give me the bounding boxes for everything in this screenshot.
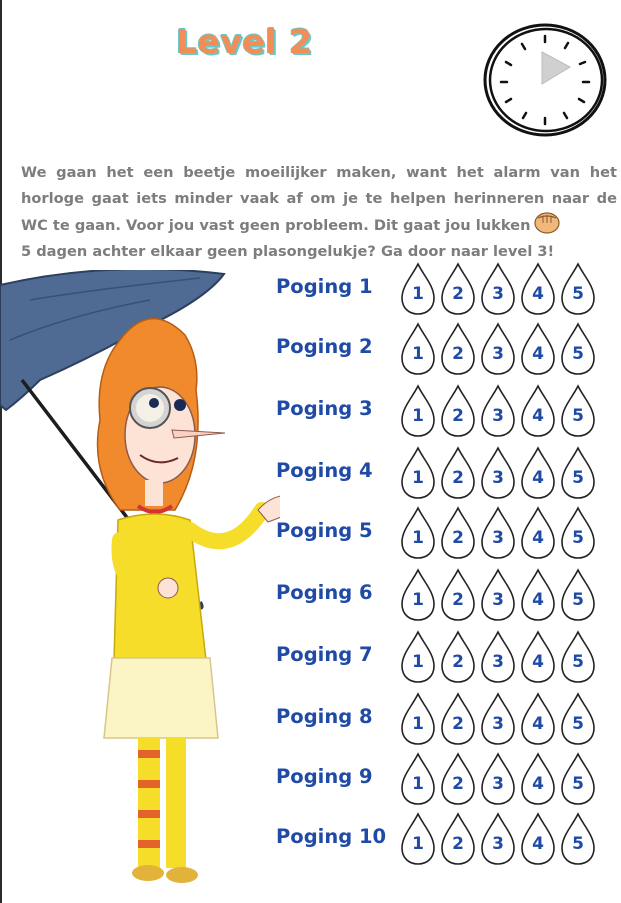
water-drop-checkbox[interactable] [560, 630, 596, 684]
water-drop-checkbox[interactable] [520, 384, 556, 438]
drop-number: 2 [452, 590, 464, 610]
drop-group [400, 262, 600, 318]
water-drop-checkbox[interactable] [520, 262, 556, 316]
water-drop-checkbox[interactable] [480, 446, 516, 500]
drop-number: 4 [532, 590, 544, 610]
drop-group [400, 446, 600, 502]
water-drop-checkbox[interactable] [400, 692, 436, 746]
water-drop-checkbox[interactable] [560, 568, 596, 622]
attempt-label: Poging 7 [276, 643, 373, 666]
intro-text [21, 160, 617, 265]
drop-number: 1 [412, 468, 424, 488]
water-drop-checkbox[interactable] [440, 506, 476, 560]
water-drop-checkbox[interactable] [440, 384, 476, 438]
water-drop-checkbox[interactable] [560, 812, 596, 866]
drop-number: 2 [452, 284, 464, 304]
drop-number: 4 [532, 284, 544, 304]
drop-number: 5 [572, 590, 584, 610]
drop-group [400, 568, 600, 624]
water-drop-checkbox[interactable] [440, 568, 476, 622]
girl-with-umbrella-illustration [0, 270, 280, 895]
drop-number: 4 [532, 774, 544, 794]
water-drop-checkbox[interactable] [480, 262, 516, 316]
attempt-label: Poging 8 [276, 705, 373, 728]
drop-number: 5 [572, 714, 584, 734]
water-drop-checkbox[interactable] [400, 384, 436, 438]
water-drop-checkbox[interactable] [400, 262, 436, 316]
water-drop-checkbox[interactable] [440, 322, 476, 376]
drop-group [400, 506, 600, 562]
water-drop-checkbox[interactable] [400, 446, 436, 500]
attempt-row [276, 506, 616, 562]
drop-number: 1 [412, 528, 424, 548]
drop-number: 5 [572, 528, 584, 548]
water-drop-checkbox[interactable] [520, 692, 556, 746]
attempt-row [276, 446, 616, 502]
water-drop-checkbox[interactable] [560, 322, 596, 376]
drop-number: 2 [452, 652, 464, 672]
attempt-row [276, 384, 616, 440]
drop-number: 4 [532, 406, 544, 426]
water-drop-checkbox[interactable] [560, 752, 596, 806]
drop-number: 2 [452, 774, 464, 794]
attempt-label: Poging 2 [276, 335, 373, 358]
drop-number: 3 [492, 714, 504, 734]
drop-number: 5 [572, 406, 584, 426]
water-drop-checkbox[interactable] [520, 446, 556, 500]
drop-number: 1 [412, 834, 424, 854]
water-drop-checkbox[interactable] [520, 506, 556, 560]
drop-number: 1 [412, 344, 424, 364]
drop-number: 3 [492, 834, 504, 854]
attempt-label: Poging 6 [276, 581, 373, 604]
drop-number: 1 [412, 590, 424, 610]
drop-number: 2 [452, 406, 464, 426]
water-drop-checkbox[interactable] [440, 446, 476, 500]
drop-group [400, 812, 600, 868]
water-drop-checkbox[interactable] [520, 568, 556, 622]
water-drop-checkbox[interactable] [440, 262, 476, 316]
drop-number: 1 [412, 406, 424, 426]
drop-number: 3 [492, 652, 504, 672]
water-drop-checkbox[interactable] [480, 568, 516, 622]
attempt-label: Poging 5 [276, 519, 373, 542]
water-drop-checkbox[interactable] [440, 812, 476, 866]
drop-number: 4 [532, 528, 544, 548]
water-drop-checkbox[interactable] [400, 506, 436, 560]
water-drop-checkbox[interactable] [440, 692, 476, 746]
water-drop-checkbox[interactable] [480, 384, 516, 438]
water-drop-checkbox[interactable] [480, 752, 516, 806]
water-drop-checkbox[interactable] [560, 262, 596, 316]
water-drop-checkbox[interactable] [480, 322, 516, 376]
drop-number: 5 [572, 774, 584, 794]
clock-icon [482, 22, 608, 138]
attempt-row [276, 262, 616, 318]
attempt-label: Poging 10 [276, 825, 387, 848]
drop-number: 5 [572, 468, 584, 488]
intro-line-2: 5 dagen achter elkaar geen plasongelukje? Ga door naar level 3! [21, 243, 555, 260]
drop-number: 3 [492, 528, 504, 548]
water-drop-checkbox[interactable] [520, 322, 556, 376]
water-drop-checkbox[interactable] [560, 384, 596, 438]
drop-number: 4 [532, 468, 544, 488]
intro-line-1: We gaan het een beetje moeilijker maken, want het alarm van het horloge gaat iets minder vaak af om je te helpen herinneren naar de WC te gaan. Voor jou vast geen probleem. Dit gaat jou lukken [21, 164, 617, 234]
drop-group [400, 752, 600, 808]
drop-number: 3 [492, 406, 504, 426]
drop-group [400, 692, 600, 748]
water-drop-checkbox[interactable] [400, 568, 436, 622]
water-drop-checkbox[interactable] [560, 506, 596, 560]
water-drop-checkbox[interactable] [400, 322, 436, 376]
drop-number: 3 [492, 774, 504, 794]
water-drop-checkbox[interactable] [480, 812, 516, 866]
water-drop-checkbox[interactable] [520, 630, 556, 684]
drop-number: 2 [452, 834, 464, 854]
drop-group [400, 322, 600, 378]
attempt-label: Poging 9 [276, 765, 373, 788]
attempt-label: Poging 3 [276, 397, 373, 420]
drop-number: 4 [532, 714, 544, 734]
drop-number: 2 [452, 528, 464, 548]
water-drop-checkbox[interactable] [480, 630, 516, 684]
drop-number: 3 [492, 590, 504, 610]
water-drop-checkbox[interactable] [400, 752, 436, 806]
drop-number: 3 [492, 284, 504, 304]
water-drop-checkbox[interactable] [520, 812, 556, 866]
drop-number: 3 [492, 468, 504, 488]
drop-group [400, 630, 600, 686]
water-drop-checkbox[interactable] [400, 812, 436, 866]
fist-bump-icon [534, 212, 560, 234]
attempt-row [276, 630, 616, 686]
drop-number: 3 [492, 344, 504, 364]
page-title: Level 2 [176, 22, 313, 61]
attempt-row [276, 322, 616, 378]
drop-number: 5 [572, 652, 584, 672]
drop-number: 2 [452, 344, 464, 364]
drop-number: 4 [532, 834, 544, 854]
drop-number: 1 [412, 652, 424, 672]
water-drop-checkbox[interactable] [440, 752, 476, 806]
drop-number: 1 [412, 714, 424, 734]
water-drop-checkbox[interactable] [520, 752, 556, 806]
drop-number: 5 [572, 344, 584, 364]
drop-number: 1 [412, 774, 424, 794]
drop-number: 2 [452, 714, 464, 734]
water-drop-checkbox[interactable] [440, 630, 476, 684]
drop-number: 5 [572, 834, 584, 854]
water-drop-checkbox[interactable] [560, 692, 596, 746]
attempt-label: Poging 4 [276, 459, 373, 482]
attempt-row [276, 692, 616, 748]
drop-number: 4 [532, 344, 544, 364]
attempt-row [276, 752, 616, 808]
water-drop-checkbox[interactable] [480, 506, 516, 560]
drop-group [400, 384, 600, 440]
attempt-row [276, 568, 616, 624]
drop-number: 4 [532, 652, 544, 672]
drop-number: 5 [572, 284, 584, 304]
attempt-label: Poging 1 [276, 275, 373, 298]
drop-number: 2 [452, 468, 464, 488]
water-drop-checkbox[interactable] [400, 630, 436, 684]
water-drop-checkbox[interactable] [480, 692, 516, 746]
drop-number: 1 [412, 284, 424, 304]
attempt-row [276, 812, 616, 868]
water-drop-checkbox[interactable] [560, 446, 596, 500]
